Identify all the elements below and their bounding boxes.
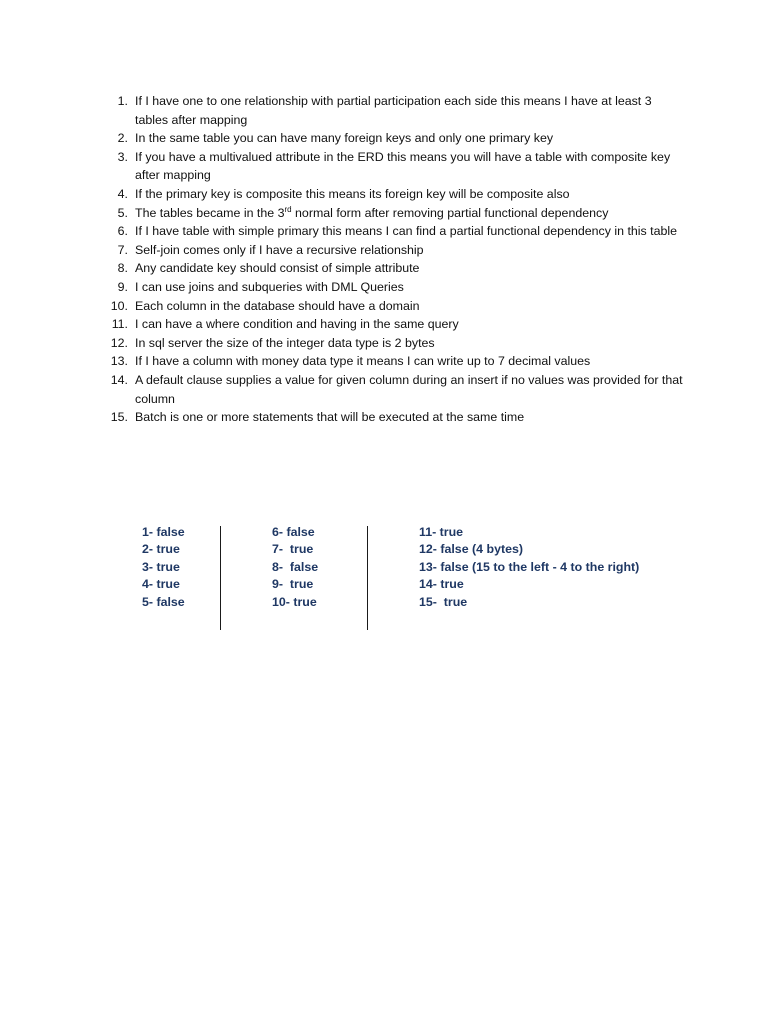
answer-item: 8- false [272, 559, 319, 574]
item-text-before: The tables became in the 3 [135, 205, 285, 220]
list-item [104, 297, 684, 316]
answer-item: 1- false [142, 525, 185, 539]
list-item [104, 92, 684, 129]
answer-column-3 [419, 524, 639, 611]
list-item [104, 259, 684, 278]
answer-item: 4- true [142, 577, 180, 592]
list-item [104, 371, 684, 408]
item-text: A default clause supplies a value for given column during an insert if no values was provided for that column [135, 372, 683, 406]
item-number: 8. [117, 261, 128, 276]
item-text: If I have a column with money data type it means I can write up to 7 decimal values [135, 354, 591, 369]
answer-key [0, 524, 768, 634]
item-text: In the same table you can have many foreign keys and only one primary key [135, 131, 554, 146]
item-text: Batch is one or more statements that will be executed at the same time [135, 410, 525, 425]
answer-item: 11- true [419, 525, 464, 539]
list-item [104, 352, 684, 371]
item-number: 6. [117, 224, 128, 239]
list-item [104, 148, 684, 185]
answer-item: 15- true [419, 594, 468, 609]
item-number: 14. [110, 372, 128, 387]
answer-item: 9- true [272, 577, 314, 592]
item-text: If the primary key is composite this means its foreign key will be composite also [135, 186, 570, 201]
item-text [135, 204, 684, 223]
item-text: If I have table with simple primary this means I can find a partial functional dependency in this table [135, 224, 678, 239]
list-item [104, 204, 684, 223]
item-number: 2. [117, 131, 128, 146]
item-text: Self-join comes only if I have a recursive relationship [135, 242, 424, 257]
answer-item: 10- true [272, 594, 317, 609]
item-number: 7. [117, 242, 128, 257]
item-number: 15. [110, 410, 128, 425]
answer-item: 14- true [419, 577, 464, 592]
item-number: 9. [117, 279, 128, 294]
column-divider [367, 526, 368, 630]
answer-item: 7- true [272, 542, 314, 557]
item-number: 5. [117, 205, 128, 220]
item-number: 3. [117, 149, 128, 164]
item-number: 4. [117, 186, 128, 201]
answer-column-2 [272, 524, 318, 611]
item-text: Any candidate key should consist of simple attribute [135, 261, 420, 276]
list-item [104, 222, 684, 241]
item-text: In sql server the size of the integer data type is 2 bytes [135, 335, 435, 350]
item-text: I can have a where condition and having in the same query [135, 317, 459, 332]
answer-column-1 [142, 524, 185, 611]
answer-item: 2- true [142, 542, 180, 557]
answer-item: 6- false [272, 525, 315, 539]
list-item [104, 241, 684, 260]
item-text: If you have a multivalued attribute in the ERD this means you will have a table with composite key after mapping [135, 149, 671, 183]
answer-item: 12- false (4 bytes) [419, 542, 523, 557]
answer-item: 5- false [142, 594, 185, 609]
item-text-after: normal form after removing partial functional dependency [291, 205, 609, 220]
item-number: 10. [110, 298, 128, 313]
item-text: If I have one to one relationship with partial participation each side this means I have at least 3 tables after mapping [135, 94, 652, 127]
column-divider [220, 526, 221, 630]
answer-item: 13- false (15 to the left - 4 to the right) [419, 559, 640, 574]
list-item [104, 185, 684, 204]
list-item [104, 129, 684, 148]
item-text: I can use joins and subqueries with DML Queries [135, 279, 404, 294]
item-number: 12. [110, 335, 128, 350]
list-item [104, 315, 684, 334]
list-item [104, 278, 684, 297]
answer-item: 3- true [142, 559, 180, 574]
question-list [104, 92, 684, 427]
list-item [104, 408, 684, 427]
item-text: Each column in the database should have a domain [135, 298, 420, 313]
item-number: 13. [110, 354, 128, 369]
list-item [104, 334, 684, 353]
ordinal-superscript: rd [284, 204, 292, 214]
item-number: 1. [117, 94, 128, 108]
item-number: 11. [111, 317, 128, 332]
